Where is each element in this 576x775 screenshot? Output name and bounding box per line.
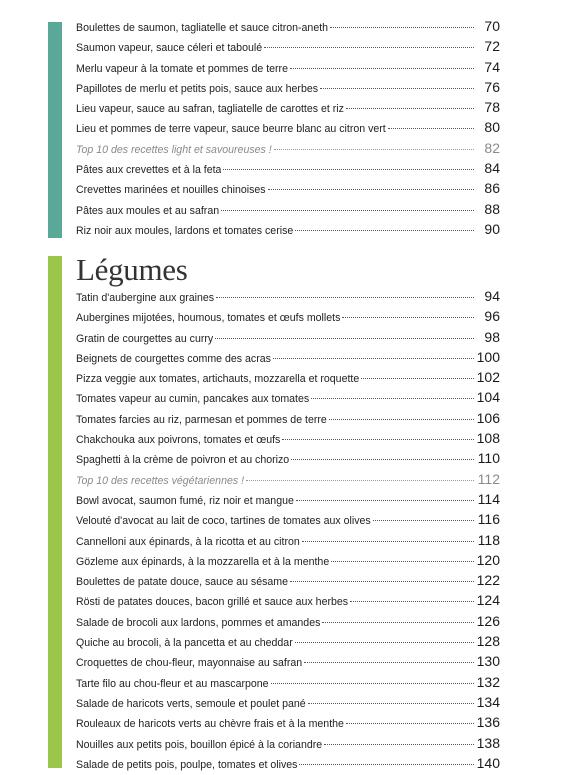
toc-entry[interactable] xyxy=(76,469,500,489)
toc-entry[interactable] xyxy=(76,570,500,590)
toc-entry-title: Beignets de courgettes comme des acras xyxy=(76,352,271,365)
toc-entry-title: Pâtes aux crevettes et à la feta xyxy=(76,164,222,177)
toc-page-number: 78 xyxy=(484,99,500,116)
dot-leader xyxy=(322,622,474,623)
toc-page-number: 134 xyxy=(476,693,500,710)
toc-page-number: 140 xyxy=(476,754,500,771)
toc-page-number: 104 xyxy=(476,389,500,406)
dot-leader xyxy=(223,169,474,170)
toc-entry[interactable] xyxy=(76,77,500,97)
dot-leader xyxy=(388,128,474,129)
toc-page-number: 86 xyxy=(484,180,500,197)
toc-entry[interactable] xyxy=(76,692,500,712)
toc-page-number: 84 xyxy=(484,160,500,177)
toc-entries xyxy=(76,286,500,773)
dot-leader xyxy=(329,419,474,420)
dot-leader xyxy=(311,398,474,399)
toc-entry[interactable] xyxy=(76,347,500,367)
toc-entry[interactable] xyxy=(76,306,500,326)
toc-entry[interactable] xyxy=(76,611,500,631)
toc-entry-title: Salade de petits pois, poulpe, tomates et olives xyxy=(76,758,298,771)
toc-page-number: 70 xyxy=(484,18,500,34)
dot-leader xyxy=(221,210,474,211)
toc-page-number: 130 xyxy=(476,653,500,670)
dot-leader xyxy=(331,561,474,562)
toc-page-number: 118 xyxy=(477,531,500,548)
toc-entry[interactable] xyxy=(76,199,500,219)
toc-page-number: 76 xyxy=(484,78,500,95)
toc-entry[interactable] xyxy=(76,530,500,550)
toc-page-number: 138 xyxy=(476,734,500,751)
dot-leader xyxy=(282,439,474,440)
toc-page-number: 100 xyxy=(476,348,500,365)
toc-entry-title: Gözleme aux épinards, à la mozzarella et à la menthe xyxy=(76,555,330,568)
toc-entry-title: Aubergines mijotées, houmous, tomates et œufs mollets xyxy=(76,312,341,325)
toc-page-number: 136 xyxy=(476,714,500,731)
toc-entry-title: Lieu et pommes de terre vapeur, sauce beurre blanc au citron vert xyxy=(76,123,386,136)
dot-leader xyxy=(320,88,474,89)
toc-entry-title: Lieu vapeur, sauce au safran, tagliatelle de carottes et riz xyxy=(76,103,344,116)
toc-page-number: 94 xyxy=(484,288,500,304)
toc-entry-title: Riz noir aux moules, lardons et tomates cerise xyxy=(76,224,294,237)
dot-leader xyxy=(273,358,474,359)
dot-leader xyxy=(290,581,474,582)
toc-entry-title: Saumon vapeur, sauce céleri et taboulé xyxy=(76,42,263,55)
toc-page-number: 72 xyxy=(484,38,500,55)
toc-entry-title: Boulettes de saumon, tagliatelle et sauce citron-aneth xyxy=(76,22,329,34)
toc-entry[interactable] xyxy=(76,509,500,529)
toc-page-number: 82 xyxy=(484,139,500,156)
dot-leader xyxy=(350,601,474,602)
toc-entry-title: Rouleaux de haricots verts au chèvre frais et à la menthe xyxy=(76,718,344,731)
toc-entry-title: Tomates farcies au riz, parmesan et pommes de terre xyxy=(76,413,327,426)
toc-page-number: 124 xyxy=(476,592,500,609)
dot-leader xyxy=(216,297,474,298)
toc-entry[interactable] xyxy=(76,158,500,178)
toc-entry-title: Cannelloni aux épinards, à la ricotta et au citron xyxy=(76,535,300,548)
toc-entry-title: Nouilles aux petits pois, bouillon épicé à la coriandre xyxy=(76,738,323,751)
toc-entry[interactable] xyxy=(76,97,500,117)
toc-entry[interactable] xyxy=(76,408,500,428)
toc-entry-title: Tomates vapeur au cumin, pancakes aux tomates xyxy=(76,393,310,406)
toc-entry-title: Crevettes marinées et nouilles chinoises xyxy=(76,184,266,197)
toc-entry[interactable] xyxy=(76,387,500,407)
dot-leader xyxy=(346,723,474,724)
dot-leader xyxy=(274,149,474,150)
toc-page-number: 112 xyxy=(477,470,500,487)
toc-page-number: 80 xyxy=(484,119,500,136)
toc-page-number: 132 xyxy=(476,673,500,690)
toc-entry[interactable] xyxy=(76,489,500,509)
dot-leader xyxy=(246,480,474,481)
dot-leader xyxy=(271,683,474,684)
dot-leader xyxy=(290,68,474,69)
toc-page-number: 120 xyxy=(476,551,500,568)
toc-page-number: 90 xyxy=(484,220,500,237)
dot-leader xyxy=(264,47,474,48)
dot-leader xyxy=(324,744,474,745)
toc-page-number: 116 xyxy=(477,511,500,528)
dot-leader xyxy=(215,338,474,339)
toc-entry-title: Boulettes de patate douce, sauce au sésame xyxy=(76,576,289,589)
toc-entry[interactable] xyxy=(76,117,500,137)
toc-entry-title: Tatin d'aubergine aux graines xyxy=(76,292,215,304)
toc-page-number: 98 xyxy=(484,328,500,345)
toc-entry-title: Croquettes de chou-fleur, mayonnaise au safran xyxy=(76,657,303,670)
toc-page-number: 108 xyxy=(476,430,500,447)
toc-entry-title: Velouté d'avocat au lait de coco, tartines de tomates aux olives xyxy=(76,515,371,528)
toc-entry[interactable] xyxy=(76,367,500,387)
toc-entry[interactable] xyxy=(76,327,500,347)
toc-page-number: 110 xyxy=(477,450,500,467)
dot-leader xyxy=(346,108,474,109)
dot-leader xyxy=(373,520,474,521)
dot-leader xyxy=(302,541,474,542)
dot-leader xyxy=(304,662,474,663)
toc-entry-title: Rösti de patates douces, bacon grillé et sauce aux herbes xyxy=(76,596,349,609)
toc-entry-title: Spaghetti à la crème de poivron et au chorizo xyxy=(76,454,290,467)
toc-entry-title: Bowl avocat, saumon fumé, riz noir et mangue xyxy=(76,494,294,507)
toc-page-number: 114 xyxy=(477,490,500,507)
toc-entry[interactable] xyxy=(76,219,500,239)
toc-entry-title: Top 10 des recettes végétariennes ! xyxy=(76,474,245,487)
toc-entry-title: Salade de brocoli aux lardons, pommes et amandes xyxy=(76,616,321,629)
toc-page-number: 128 xyxy=(476,633,500,650)
toc-entry-title: Tarte filo au chou-fleur et au mascarpone xyxy=(76,677,269,690)
toc-entry[interactable] xyxy=(76,672,500,692)
section-title: Légumes xyxy=(76,252,188,287)
section-color-bar xyxy=(48,256,62,768)
toc-entry-title: Papillotes de merlu et petits pois, sauce aux herbes xyxy=(76,82,319,95)
toc-entry-title: Quiche au brocoli, à la pancetta et au cheddar xyxy=(76,637,293,650)
dot-leader xyxy=(268,189,474,190)
toc-entry[interactable] xyxy=(76,448,500,468)
toc-entry-title: Chakchouka aux poivrons, tomates et œufs xyxy=(76,434,281,447)
toc-entry-title: Pâtes aux moules et au safran xyxy=(76,204,220,217)
toc-entry-title: Gratin de courgettes au curry xyxy=(76,332,214,345)
toc-page-number: 126 xyxy=(476,612,500,629)
toc-entry[interactable] xyxy=(76,286,500,306)
toc-entry[interactable] xyxy=(76,631,500,651)
dot-leader xyxy=(361,378,474,379)
toc-entry-title: Pizza veggie aux tomates, artichauts, mozzarella et roquette xyxy=(76,373,360,386)
toc-entry[interactable] xyxy=(76,753,500,773)
toc-page-number: 106 xyxy=(476,409,500,426)
toc-entry[interactable] xyxy=(76,712,500,732)
toc-page-number: 102 xyxy=(476,369,500,386)
dot-leader xyxy=(296,500,474,501)
dot-leader xyxy=(308,703,474,704)
toc-entry[interactable] xyxy=(76,138,500,158)
toc-entry[interactable] xyxy=(76,550,500,570)
toc-entry[interactable] xyxy=(76,428,500,448)
dot-leader xyxy=(295,230,474,231)
dot-leader xyxy=(295,642,474,643)
dot-leader xyxy=(291,459,474,460)
toc-entry[interactable] xyxy=(76,178,500,198)
dot-leader xyxy=(342,317,474,318)
toc-page-number: 88 xyxy=(484,200,500,217)
toc-entry[interactable] xyxy=(76,590,500,610)
toc-entry[interactable] xyxy=(76,733,500,753)
toc-entry-title: Top 10 des recettes light et savoureuses ! xyxy=(76,143,272,156)
toc-entry[interactable] xyxy=(76,16,500,36)
toc-entry[interactable] xyxy=(76,36,500,56)
section-color-bar xyxy=(48,22,62,238)
toc-entries xyxy=(76,16,500,239)
toc-page-number: 74 xyxy=(484,58,500,75)
toc-entry-title: Merlu vapeur à la tomate et pommes de terre xyxy=(76,62,288,75)
dot-leader xyxy=(299,764,474,765)
toc-entry[interactable] xyxy=(76,651,500,671)
toc-page-number: 96 xyxy=(484,308,500,325)
toc-page-number: 122 xyxy=(476,572,500,589)
toc-entry[interactable] xyxy=(76,57,500,77)
dot-leader xyxy=(330,27,474,28)
toc-entry-title: Salade de haricots verts, semoule et poulet pané xyxy=(76,697,306,710)
